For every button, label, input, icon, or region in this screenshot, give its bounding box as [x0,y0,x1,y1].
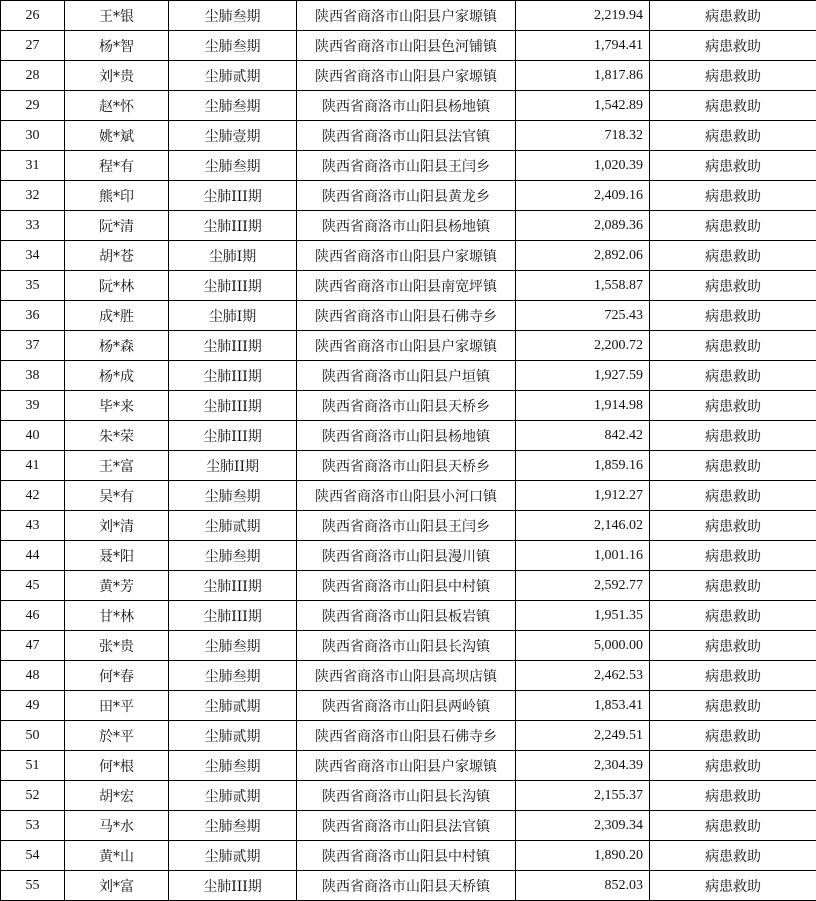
aid-amount-cell: 2,155.37 [516,781,650,811]
address-cell: 陕西省商洛市山阳县石佛寺乡 [297,301,516,331]
recipient-name-cell: 阮*林 [65,271,169,301]
aid-type-cell: 病患救助 [650,181,816,211]
disease-stage-cell: 尘肺壹期 [169,121,297,151]
row-number-cell: 26 [1,1,65,31]
aid-type-cell: 病患救助 [650,721,816,751]
row-number-cell: 48 [1,661,65,691]
aid-amount-cell: 725.43 [516,301,650,331]
aid-amount-cell: 2,146.02 [516,511,650,541]
aid-type-cell: 病患救助 [650,691,816,721]
aid-type-cell: 病患救助 [650,811,816,841]
aid-amount-cell: 842.42 [516,421,650,451]
aid-amount-cell: 2,409.16 [516,181,650,211]
table-row [1,661,816,691]
address-cell: 陕西省商洛市山阳县杨地镇 [297,421,516,451]
disease-stage-cell: 尘肺贰期 [169,691,297,721]
disease-stage-cell: 尘肺III期 [169,391,297,421]
row-number-cell: 41 [1,451,65,481]
aid-type-cell: 病患救助 [650,211,816,241]
table-row [1,541,816,571]
aid-amount-cell: 2,089.36 [516,211,650,241]
aid-type-cell: 病患救助 [650,451,816,481]
recipient-name-cell: 田*平 [65,691,169,721]
aid-type-cell: 病患救助 [650,241,816,271]
table-row [1,601,816,631]
disease-stage-cell: 尘肺III期 [169,181,297,211]
table-row [1,841,816,871]
address-cell: 陕西省商洛市山阳县天桥镇 [297,871,516,901]
recipient-name-cell: 杨*森 [65,331,169,361]
aid-amount-cell: 2,462.53 [516,661,650,691]
aid-amount-cell: 1,542.89 [516,91,650,121]
row-number-cell: 37 [1,331,65,361]
row-number-cell: 49 [1,691,65,721]
table-row [1,1,816,31]
row-number-cell: 39 [1,391,65,421]
aid-type-cell: 病患救助 [650,481,816,511]
aid-amount-cell: 1,890.20 [516,841,650,871]
address-cell: 陕西省商洛市山阳县黄龙乡 [297,181,516,211]
disease-stage-cell: 尘肺贰期 [169,61,297,91]
address-cell: 陕西省商洛市山阳县王闫乡 [297,511,516,541]
aid-type-cell: 病患救助 [650,121,816,151]
address-cell: 陕西省商洛市山阳县户垣镇 [297,361,516,391]
aid-amount-cell: 2,592.77 [516,571,650,601]
aid-amount-cell: 1,859.16 [516,451,650,481]
address-cell: 陕西省商洛市山阳县户家塬镇 [297,331,516,361]
table-row [1,451,816,481]
row-number-cell: 51 [1,751,65,781]
recipient-name-cell: 程*有 [65,151,169,181]
row-number-cell: 55 [1,871,65,901]
recipient-name-cell: 聂*阳 [65,541,169,571]
recipient-name-cell: 阮*清 [65,211,169,241]
recipient-name-cell: 杨*智 [65,31,169,61]
address-cell: 陕西省商洛市山阳县漫川镇 [297,541,516,571]
recipient-name-cell: 杨*成 [65,361,169,391]
row-number-cell: 36 [1,301,65,331]
recipient-name-cell: 成*胜 [65,301,169,331]
aid-type-cell: 病患救助 [650,541,816,571]
recipient-name-cell: 熊*印 [65,181,169,211]
disease-stage-cell: 尘肺贰期 [169,781,297,811]
aid-amount-cell: 2,304.39 [516,751,650,781]
address-cell: 陕西省商洛市山阳县法官镇 [297,121,516,151]
aid-amount-cell: 1,794.41 [516,31,650,61]
aid-type-cell: 病患救助 [650,1,816,31]
row-number-cell: 44 [1,541,65,571]
recipient-name-cell: 胡*宏 [65,781,169,811]
address-cell: 陕西省商洛市山阳县石佛寺乡 [297,721,516,751]
recipient-name-cell: 刘*富 [65,871,169,901]
aid-amount-cell: 1,914.98 [516,391,650,421]
aid-type-cell: 病患救助 [650,61,816,91]
recipient-name-cell: 王*银 [65,1,169,31]
disease-stage-cell: 尘肺贰期 [169,721,297,751]
row-number-cell: 31 [1,151,65,181]
aid-type-cell: 病患救助 [650,751,816,781]
aid-type-cell: 病患救助 [650,391,816,421]
aid-amount-cell: 2,249.51 [516,721,650,751]
table-row [1,181,816,211]
table-row [1,511,816,541]
address-cell: 陕西省商洛市山阳县板岩镇 [297,601,516,631]
disease-stage-cell: 尘肺I期 [169,241,297,271]
table-row [1,121,816,151]
table-row [1,361,816,391]
aid-type-cell: 病患救助 [650,871,816,901]
table-row [1,271,816,301]
aid-amount-cell: 2,309.34 [516,811,650,841]
table-row [1,241,816,271]
recipient-name-cell: 朱*荣 [65,421,169,451]
disease-stage-cell: 尘肺III期 [169,871,297,901]
aid-amount-cell: 1,853.41 [516,691,650,721]
row-number-cell: 33 [1,211,65,241]
table-row [1,811,816,841]
disease-stage-cell: 尘肺I期 [169,301,297,331]
address-cell: 陕西省商洛市山阳县杨地镇 [297,211,516,241]
disease-stage-cell: 尘肺III期 [169,271,297,301]
table-row [1,211,816,241]
disease-stage-cell: 尘肺叁期 [169,751,297,781]
row-number-cell: 40 [1,421,65,451]
disease-stage-cell: 尘肺III期 [169,361,297,391]
table-row [1,571,816,601]
disease-stage-cell: 尘肺III期 [169,571,297,601]
recipient-name-cell: 王*富 [65,451,169,481]
aid-type-cell: 病患救助 [650,31,816,61]
table-row [1,61,816,91]
table-row [1,151,816,181]
row-number-cell: 30 [1,121,65,151]
disease-stage-cell: 尘肺III期 [169,601,297,631]
table-row [1,631,816,661]
disease-stage-cell: 尘肺叁期 [169,481,297,511]
disease-stage-cell: 尘肺叁期 [169,31,297,61]
disease-stage-cell: 尘肺叁期 [169,91,297,121]
aid-amount-cell: 1,817.86 [516,61,650,91]
disease-stage-cell: 尘肺叁期 [169,811,297,841]
address-cell: 陕西省商洛市山阳县长沟镇 [297,781,516,811]
row-number-cell: 47 [1,631,65,661]
address-cell: 陕西省商洛市山阳县中村镇 [297,571,516,601]
row-number-cell: 53 [1,811,65,841]
aid-type-cell: 病患救助 [650,571,816,601]
recipient-name-cell: 何*根 [65,751,169,781]
row-number-cell: 52 [1,781,65,811]
address-cell: 陕西省商洛市山阳县户家塬镇 [297,61,516,91]
row-number-cell: 32 [1,181,65,211]
table-row [1,481,816,511]
table-row [1,871,816,901]
table-row [1,421,816,451]
address-cell: 陕西省商洛市山阳县王闫乡 [297,151,516,181]
recipient-name-cell: 刘*清 [65,511,169,541]
aid-amount-cell: 2,200.72 [516,331,650,361]
row-number-cell: 46 [1,601,65,631]
row-number-cell: 42 [1,481,65,511]
table-row [1,691,816,721]
address-cell: 陕西省商洛市山阳县中村镇 [297,841,516,871]
row-number-cell: 38 [1,361,65,391]
address-cell: 陕西省商洛市山阳县南宽坪镇 [297,271,516,301]
table-row [1,721,816,751]
address-cell: 陕西省商洛市山阳县高坝店镇 [297,661,516,691]
row-number-cell: 54 [1,841,65,871]
aid-type-cell: 病患救助 [650,661,816,691]
aid-amount-cell: 718.32 [516,121,650,151]
table-row [1,91,816,121]
recipient-name-cell: 马*水 [65,811,169,841]
recipient-name-cell: 何*春 [65,661,169,691]
row-number-cell: 50 [1,721,65,751]
table-row [1,391,816,421]
address-cell: 陕西省商洛市山阳县色河铺镇 [297,31,516,61]
address-cell: 陕西省商洛市山阳县天桥乡 [297,451,516,481]
recipient-name-cell: 吴*有 [65,481,169,511]
address-cell: 陕西省商洛市山阳县长沟镇 [297,631,516,661]
aid-type-cell: 病患救助 [650,601,816,631]
aid-amount-cell: 1,001.16 [516,541,650,571]
disease-stage-cell: 尘肺III期 [169,421,297,451]
aid-amount-cell: 1,912.27 [516,481,650,511]
aid-type-cell: 病患救助 [650,331,816,361]
address-cell: 陕西省商洛市山阳县两岭镇 [297,691,516,721]
row-number-cell: 34 [1,241,65,271]
recipient-name-cell: 黄*山 [65,841,169,871]
disease-stage-cell: 尘肺叁期 [169,1,297,31]
aid-type-cell: 病患救助 [650,91,816,121]
table-row [1,331,816,361]
aid-type-cell: 病患救助 [650,841,816,871]
address-cell: 陕西省商洛市山阳县户家塬镇 [297,751,516,781]
disease-stage-cell: 尘肺叁期 [169,541,297,571]
address-cell: 陕西省商洛市山阳县杨地镇 [297,91,516,121]
disease-stage-cell: 尘肺叁期 [169,631,297,661]
aid-type-cell: 病患救助 [650,271,816,301]
recipient-name-cell: 於*平 [65,721,169,751]
row-number-cell: 29 [1,91,65,121]
recipient-name-cell: 张*贵 [65,631,169,661]
aid-amount-cell: 5,000.00 [516,631,650,661]
aid-type-cell: 病患救助 [650,631,816,661]
table-row [1,301,816,331]
recipient-name-cell: 赵*怀 [65,91,169,121]
aid-type-cell: 病患救助 [650,781,816,811]
aid-type-cell: 病患救助 [650,301,816,331]
table-row [1,751,816,781]
recipient-name-cell: 黄*芳 [65,571,169,601]
address-cell: 陕西省商洛市山阳县户家塬镇 [297,241,516,271]
aid-amount-cell: 852.03 [516,871,650,901]
disease-stage-cell: 尘肺贰期 [169,511,297,541]
recipient-name-cell: 姚*斌 [65,121,169,151]
aid-amount-cell: 2,219.94 [516,1,650,31]
recipient-name-cell: 毕*来 [65,391,169,421]
address-cell: 陕西省商洛市山阳县天桥乡 [297,391,516,421]
disease-stage-cell: 尘肺贰期 [169,841,297,871]
row-number-cell: 28 [1,61,65,91]
aid-type-cell: 病患救助 [650,151,816,181]
table-body [1,1,816,901]
aid-amount-cell: 1,558.87 [516,271,650,301]
aid-amount-cell: 1,951.35 [516,601,650,631]
aid-type-cell: 病患救助 [650,511,816,541]
row-number-cell: 35 [1,271,65,301]
recipient-name-cell: 甘*林 [65,601,169,631]
disease-stage-cell: 尘肺叁期 [169,151,297,181]
recipient-name-cell: 胡*苍 [65,241,169,271]
aid-amount-cell: 1,927.59 [516,361,650,391]
table-row [1,781,816,811]
recipient-name-cell: 刘*贵 [65,61,169,91]
aid-type-cell: 病患救助 [650,421,816,451]
table-row [1,31,816,61]
address-cell: 陕西省商洛市山阳县法官镇 [297,811,516,841]
row-number-cell: 43 [1,511,65,541]
address-cell: 陕西省商洛市山阳县小河口镇 [297,481,516,511]
address-cell: 陕西省商洛市山阳县户家塬镇 [297,1,516,31]
disease-stage-cell: 尘肺II期 [169,451,297,481]
disease-stage-cell: 尘肺叁期 [169,661,297,691]
aid-type-cell: 病患救助 [650,361,816,391]
row-number-cell: 45 [1,571,65,601]
disease-stage-cell: 尘肺III期 [169,331,297,361]
row-number-cell: 27 [1,31,65,61]
disease-stage-cell: 尘肺III期 [169,211,297,241]
aid-amount-cell: 1,020.39 [516,151,650,181]
aid-amount-cell: 2,892.06 [516,241,650,271]
